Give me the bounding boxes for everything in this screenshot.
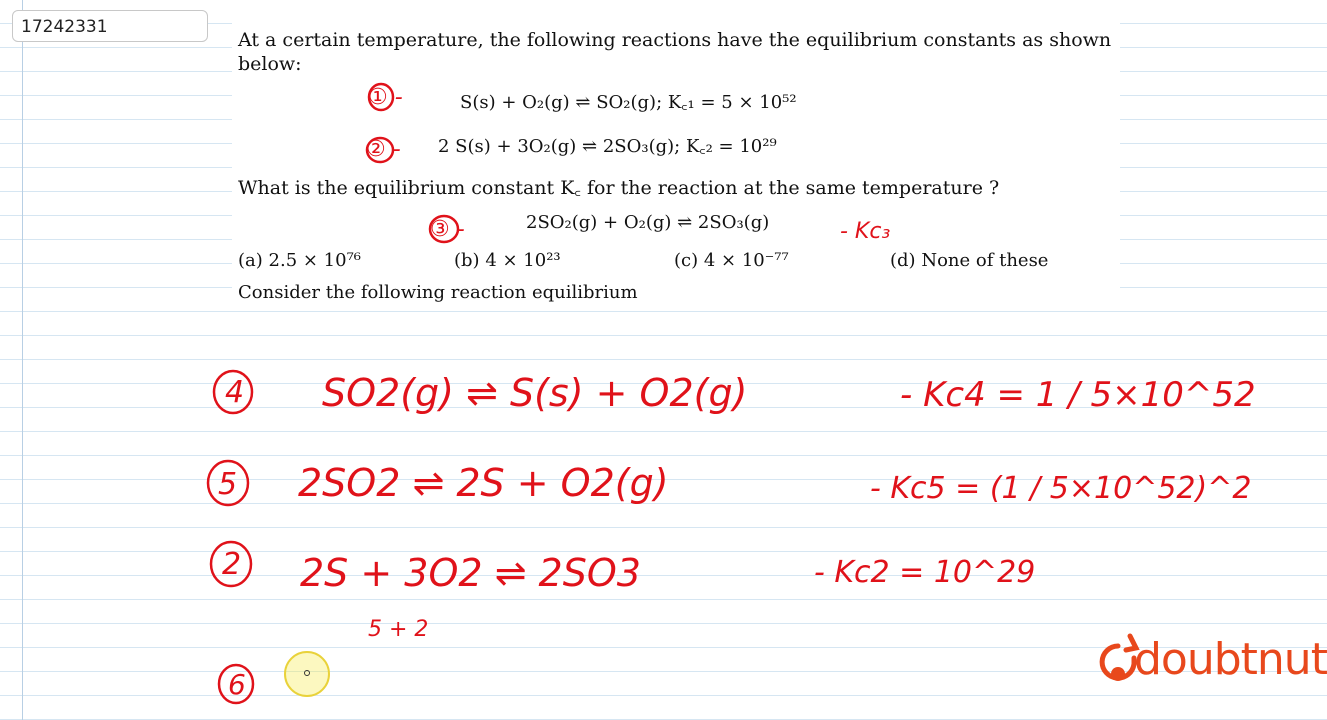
option-a-label: (a) (238, 250, 263, 271)
mark-2: ② - (366, 137, 401, 162)
option-c-value: 4 × 10⁻⁷⁷ (703, 250, 789, 271)
row6-number: 6 (228, 668, 246, 701)
row4-constant: - Kc4 = 1 / 5×10^52 (900, 375, 1256, 415)
row2-constant: - Kc2 = 10^29 (814, 555, 1036, 590)
reaction-1: S(s) + O₂(g) ⇌ SO₂(g); K꜀₁ = 5 × 10⁵² (460, 92, 797, 113)
option-b-label: (b) (454, 250, 480, 271)
row5-constant: - Kc5 = (1 / 5×10^52)^2 (870, 471, 1252, 506)
row2-number: 2 (222, 547, 242, 582)
option-d-value: None of these (921, 250, 1049, 271)
option-b-value: 4 × 10²³ (485, 250, 561, 271)
mark-1: ① - (368, 85, 403, 110)
question-id: 17242331 (21, 17, 108, 37)
row4-number: 4 (225, 375, 245, 410)
mark-3: ③ - (430, 217, 465, 242)
doubtnut-logo (1098, 628, 1327, 708)
question-intro-line1: At a certain temperature, the following reactions have the equilibrium constants as shown (238, 29, 1112, 51)
reaction-2: 2 S(s) + 3O₂(g) ⇌ 2SO₃(g); K꜀₂ = 10²⁹ (438, 136, 777, 157)
row4-equation: SO2(g) ⇌ S(s) + O2(g) (322, 371, 748, 415)
kc3-note: - Kc₃ (840, 219, 891, 244)
next-question-cut: Consider the following reaction equilibrium (238, 282, 638, 303)
cursor-highlight (285, 652, 329, 696)
option-c-label: (c) (674, 250, 699, 271)
option-d-label: (d) (890, 250, 916, 271)
row-sum: 5 + 2 (368, 617, 429, 642)
row5-number: 5 (218, 467, 238, 502)
row2-equation: 2S + 3O2 ⇌ 2SO3 (300, 551, 641, 595)
question-intro-line2: below: (238, 53, 302, 75)
question-ask: What is the equilibrium constant K꜀ for the reaction at the same temperature ? (238, 177, 1000, 199)
logo-text: doubtnut (1134, 634, 1327, 685)
option-a-value: 2.5 × 10⁷⁶ (268, 250, 362, 271)
reaction-3: 2SO₂(g) + O₂(g) ⇌ 2SO₃(g) (526, 212, 770, 233)
row5-equation: 2SO2 ⇌ 2S + O2(g) (298, 461, 669, 505)
